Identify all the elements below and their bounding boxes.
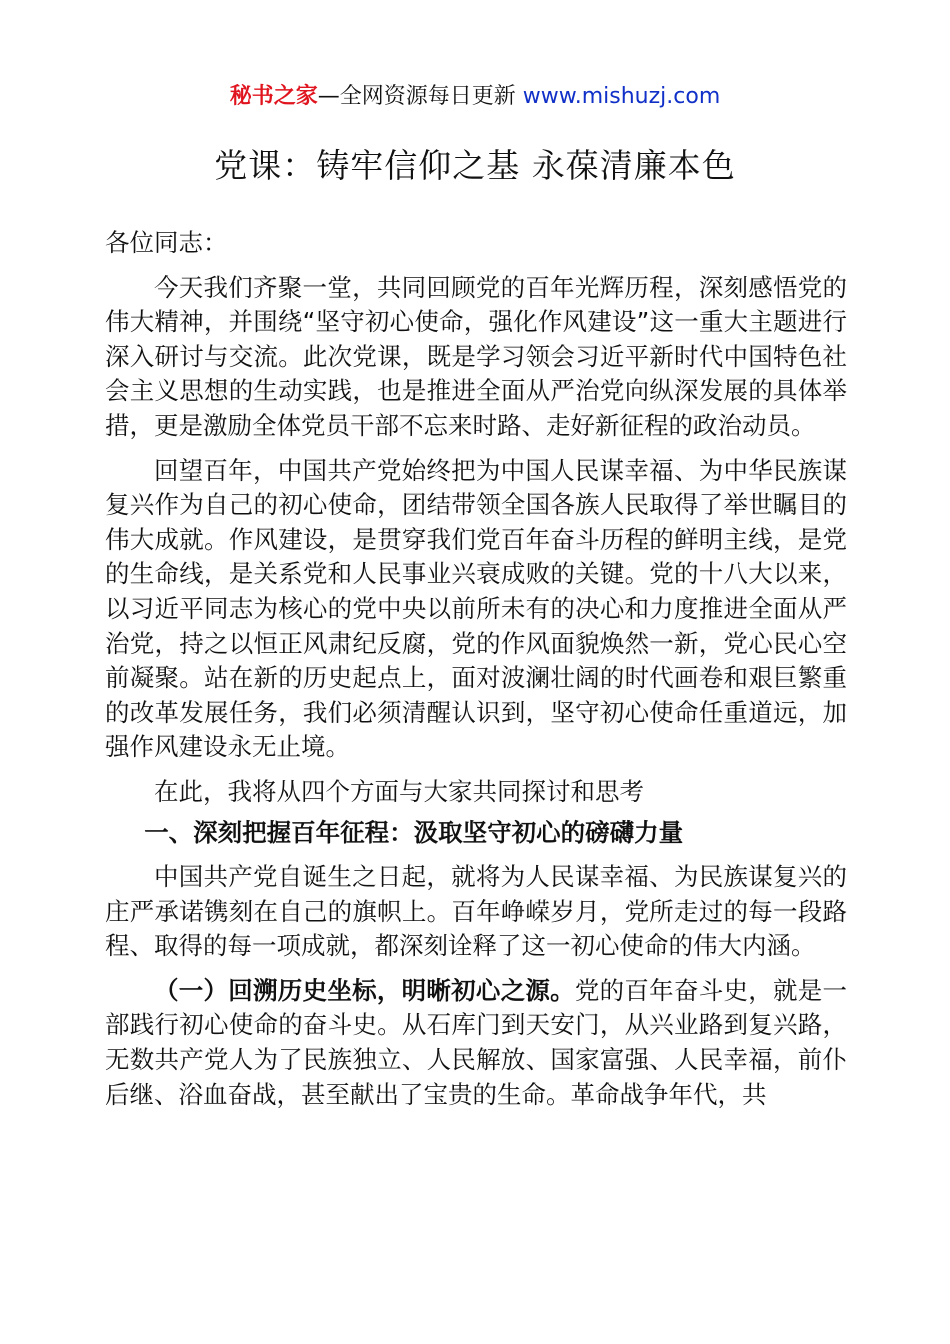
paragraph-intro: 今天我们齐聚一堂，共同回顾党的百年光辉历程，深刻感悟党的伟大精神，并围绕“坚守初心使命，强化作风建设”这一重大主题进行深入研讨与交流。此次党课，既是学习领会习近平新时代中国特色社会主义思想的生动实践，也是推进全面从严治党向纵深发展的具体举措，更是激励全体党员干部不忘来时路、走好新征程的政治动员。 (105, 272, 847, 440)
document-title: 党课：铸牢信仰之基 永葆清廉本色 (214, 146, 736, 185)
greeting: 各位同志： (105, 228, 228, 257)
paragraph-subsection-1 (105, 974, 847, 1112)
site-header (0, 82, 950, 112)
paragraph-section1-intro: 中国共产党自诞生之日起，就将为人民谋幸福、为民族谋复兴的庄严承诺镌刻在自己的旗帜上。百年峥嵘岁月，党所走过的每一段路程、取得的每一项成就，都深刻诠释了这一初心使命的伟大内涵。 (105, 862, 847, 961)
paragraph-review: 回望百年，中国共产党始终把为中国人民谋幸福、为中华民族谋复兴作为自己的初心使命，团结带领全国各族人民取得了举世瞩目的伟大成就。作风建设，是贯穿我们党百年奋斗历程的鲜明主线，是党的生命线，是关系党和人民事业兴衰成败的关键。党的十八大以来，以习近平同志为核心的党中央以前所未有的决心和力度推进全面从严治党，持之以恒正风肃纪反腐，党的作风面貌焕然一新，党心民心空前凝聚。站在新的历史起点上，面对波澜壮阔的时代画卷和艰巨繁重的改革发展任务，我们必须清醒认识到，坚守初心使命任重道远，加强作风建设永无止境。 (105, 455, 847, 762)
header-tagline: —全网资源每日更新 (317, 84, 523, 109)
subsection-text: 党的百年奋斗史，就是一部践行初心使命的奋斗史。从石库门到天安门，从兴业路到复兴路，无数共产党人为了民族独立、人民解放、国家富强、人民幸福，前仆后继、浴血奋战，甚至献出了宝贵的生命。革命战争年代，共 (105, 975, 847, 1109)
paragraph-outline: 在此，我将从四个方面与大家共同探讨和思考 (154, 776, 644, 806)
brand-name: 秘书之家 (229, 84, 318, 109)
document-body (105, 226, 847, 1112)
site-url-link[interactable]: www.mishuzj.com (522, 84, 721, 109)
subsection-heading: （一）回溯历史坐标，明晰初心之源。 (154, 975, 575, 1005)
section-heading-1: 一、深刻把握百年征程：汲取坚守初心的磅礴力量 (144, 817, 684, 847)
